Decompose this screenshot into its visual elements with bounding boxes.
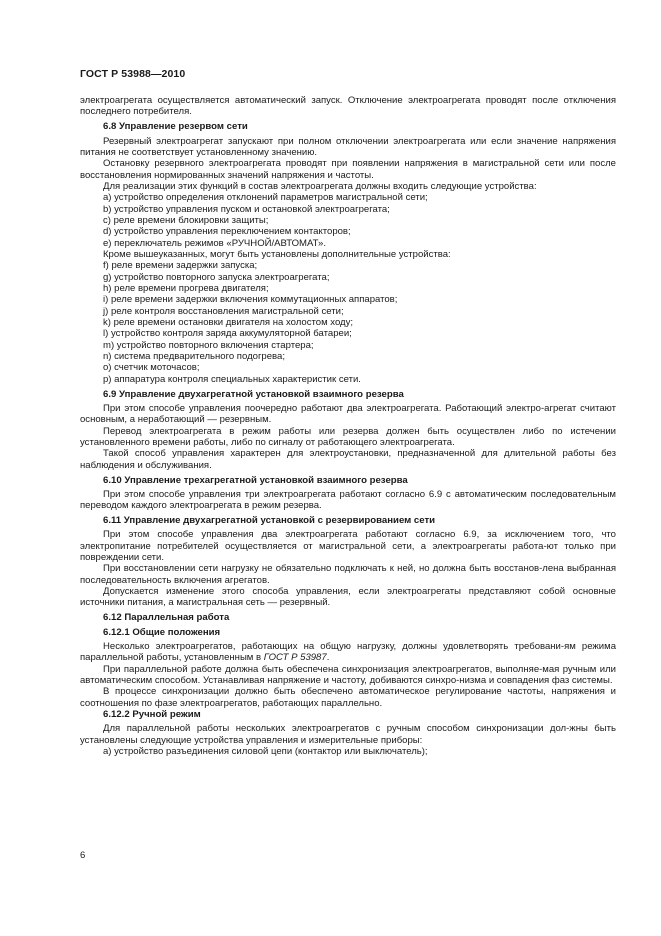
paragraph: Допускается изменение этого способа управления, если электроагрегаты представляют собой основные источники питания, а магистральная сеть — резервный. xyxy=(80,586,616,609)
list-item: c) реле времени блокировки защиты; xyxy=(103,214,269,226)
paragraph-text: . xyxy=(326,652,330,664)
list-item: o) счетчик моточасов; xyxy=(103,362,200,374)
list-item: k) реле времени остановки двигателя на холостом ходу; xyxy=(103,317,354,329)
section-6-8-title: 6.8 Управление резервом сети xyxy=(103,121,248,133)
standard-reference: ГОСТ Р 53987 xyxy=(263,652,327,664)
paragraph: Перевод электроагрегата в режим работы или резерва должен быть осуществлен либо по истечении установленного времени работы, либо по сигналу от работающего электроагрегата. xyxy=(80,425,616,448)
paragraph: При параллельной работе должна быть обеспечена синхронизация электроагрегатов, выполняе-мая ручным или автоматическим способом. Устанавливая напряжение и частоту, добиваются синхро-низма и совпадения фаз системы. xyxy=(80,663,616,686)
paragraph: При восстановлении сети нагрузку не обязательно подключать к ней, но должна быть восстанов-лена выбранная последовательность включения агрегатов. xyxy=(80,563,616,586)
list-item: n) система предварительного подогрева; xyxy=(103,351,285,363)
intro-paragraph: электроагрегата осуществляется автоматический запуск. Отключение электроагрегата проводят после отключения последнего потребителя. xyxy=(80,95,616,118)
paragraph xyxy=(80,641,616,664)
paragraph: Такой способ управления характерен для электроустановки, предназначенной для длительной работы без наблюдения и обслуживания. xyxy=(80,448,616,471)
paragraph: Резервный электроагрегат запускают при полном отключении электроагрегата или если значение напряжения питания не соответствует установленному значению. xyxy=(80,135,616,158)
list-item: e) переключатель режимов «РУЧНОЙ/АВТОМАТ». xyxy=(103,237,327,249)
section-6-11-title: 6.11 Управление двухагрегатной установкой с резервированием сети xyxy=(103,515,436,527)
paragraph: Кроме вышеуказанных, могут быть установлены дополнительные устройства: xyxy=(103,248,451,260)
paragraph: При этом способе управления поочередно работают два электроагрегата. Работающий электро-агрегат считают основным, а неработающий — резервным. xyxy=(80,402,616,426)
section-6-10-title: 6.10 Управление трехагрегатной установкой взаимного резерва xyxy=(103,474,408,486)
list-item: m) устройство повторного включения стартера; xyxy=(103,339,314,351)
section-6-12-2-title: 6.12.2 Ручной режим xyxy=(103,709,201,721)
list-item: h) реле времени прогрева двигателя; xyxy=(103,283,269,294)
paragraph: Остановку резервного электроагрегата проводят при появлении напряжения в магистральной сети или после восстановления нормированных значений напряжения и частоты. xyxy=(80,158,616,181)
paragraph: При этом способе управления три электроагрегата работают согласно 6.9 с автоматическим последовательным переводом каждого электроагрегата в режим резерва. xyxy=(80,488,616,512)
paragraph-text: Несколько электроагрегатов, работающих на общую нагрузку, должны удовлетворять требовани-ям режима параллельной работы, установленным в xyxy=(80,640,616,664)
section-6-9-title: 6.9 Управление двухагрегатной установкой взаимного резерва xyxy=(103,388,404,400)
paragraph: В процессе синхронизации должно быть обеспечено автоматическое регулирование частоты, напряжения и соотношения по фазе электроагрегатов, работающих параллельно. xyxy=(80,686,616,709)
list-item: a) устройство определения отклонений параметров магистральной сети; xyxy=(103,192,428,204)
list-item: a) устройство разъединения силовой цепи (контактор или выключатель); xyxy=(103,746,428,758)
list-item: f) реле времени задержки запуска; xyxy=(103,260,258,272)
list-item: b) устройство управления пуском и остановкой электроагрегата; xyxy=(103,203,390,215)
section-6-12-1-title: 6.12.1 Общие положения xyxy=(103,626,221,638)
document-body xyxy=(80,95,616,757)
paragraph: При этом способе управления два электроагрегата работают согласно 6.9, за исключением того, что электропитание потребителей осуществляется от магистральной сети, а электроагрегаты работа-ют только при повреждении сети. xyxy=(80,529,616,564)
document-header: ГОСТ Р 53988—2010 xyxy=(80,68,186,80)
list-item: j) реле контроля восстановления магистральной сети; xyxy=(103,305,344,317)
list-item: l) устройство контроля заряда аккумуляторной батареи; xyxy=(103,328,352,340)
section-6-12-title: 6.12 Параллельная работа xyxy=(103,612,230,624)
list-item: i) реле времени задержки включения коммутационных аппаратов; xyxy=(103,294,398,306)
page-number: 6 xyxy=(80,850,86,861)
paragraph: Для реализации этих функций в состав электроагрегата должны входить следующие устройства: xyxy=(103,180,537,192)
list-item: p) аппаратура контроля специальных характеристик сети. xyxy=(103,373,361,385)
list-item: g) устройство повторного запуска электроагрегата; xyxy=(103,271,330,283)
list-item: d) устройство управления переключением контакторов; xyxy=(103,226,351,238)
paragraph: Для параллельной работы нескольких электроагрегатов с ручным способом синхронизации дол-жны быть установлены следующие устройства управления и измерительные приборы: xyxy=(80,723,616,746)
